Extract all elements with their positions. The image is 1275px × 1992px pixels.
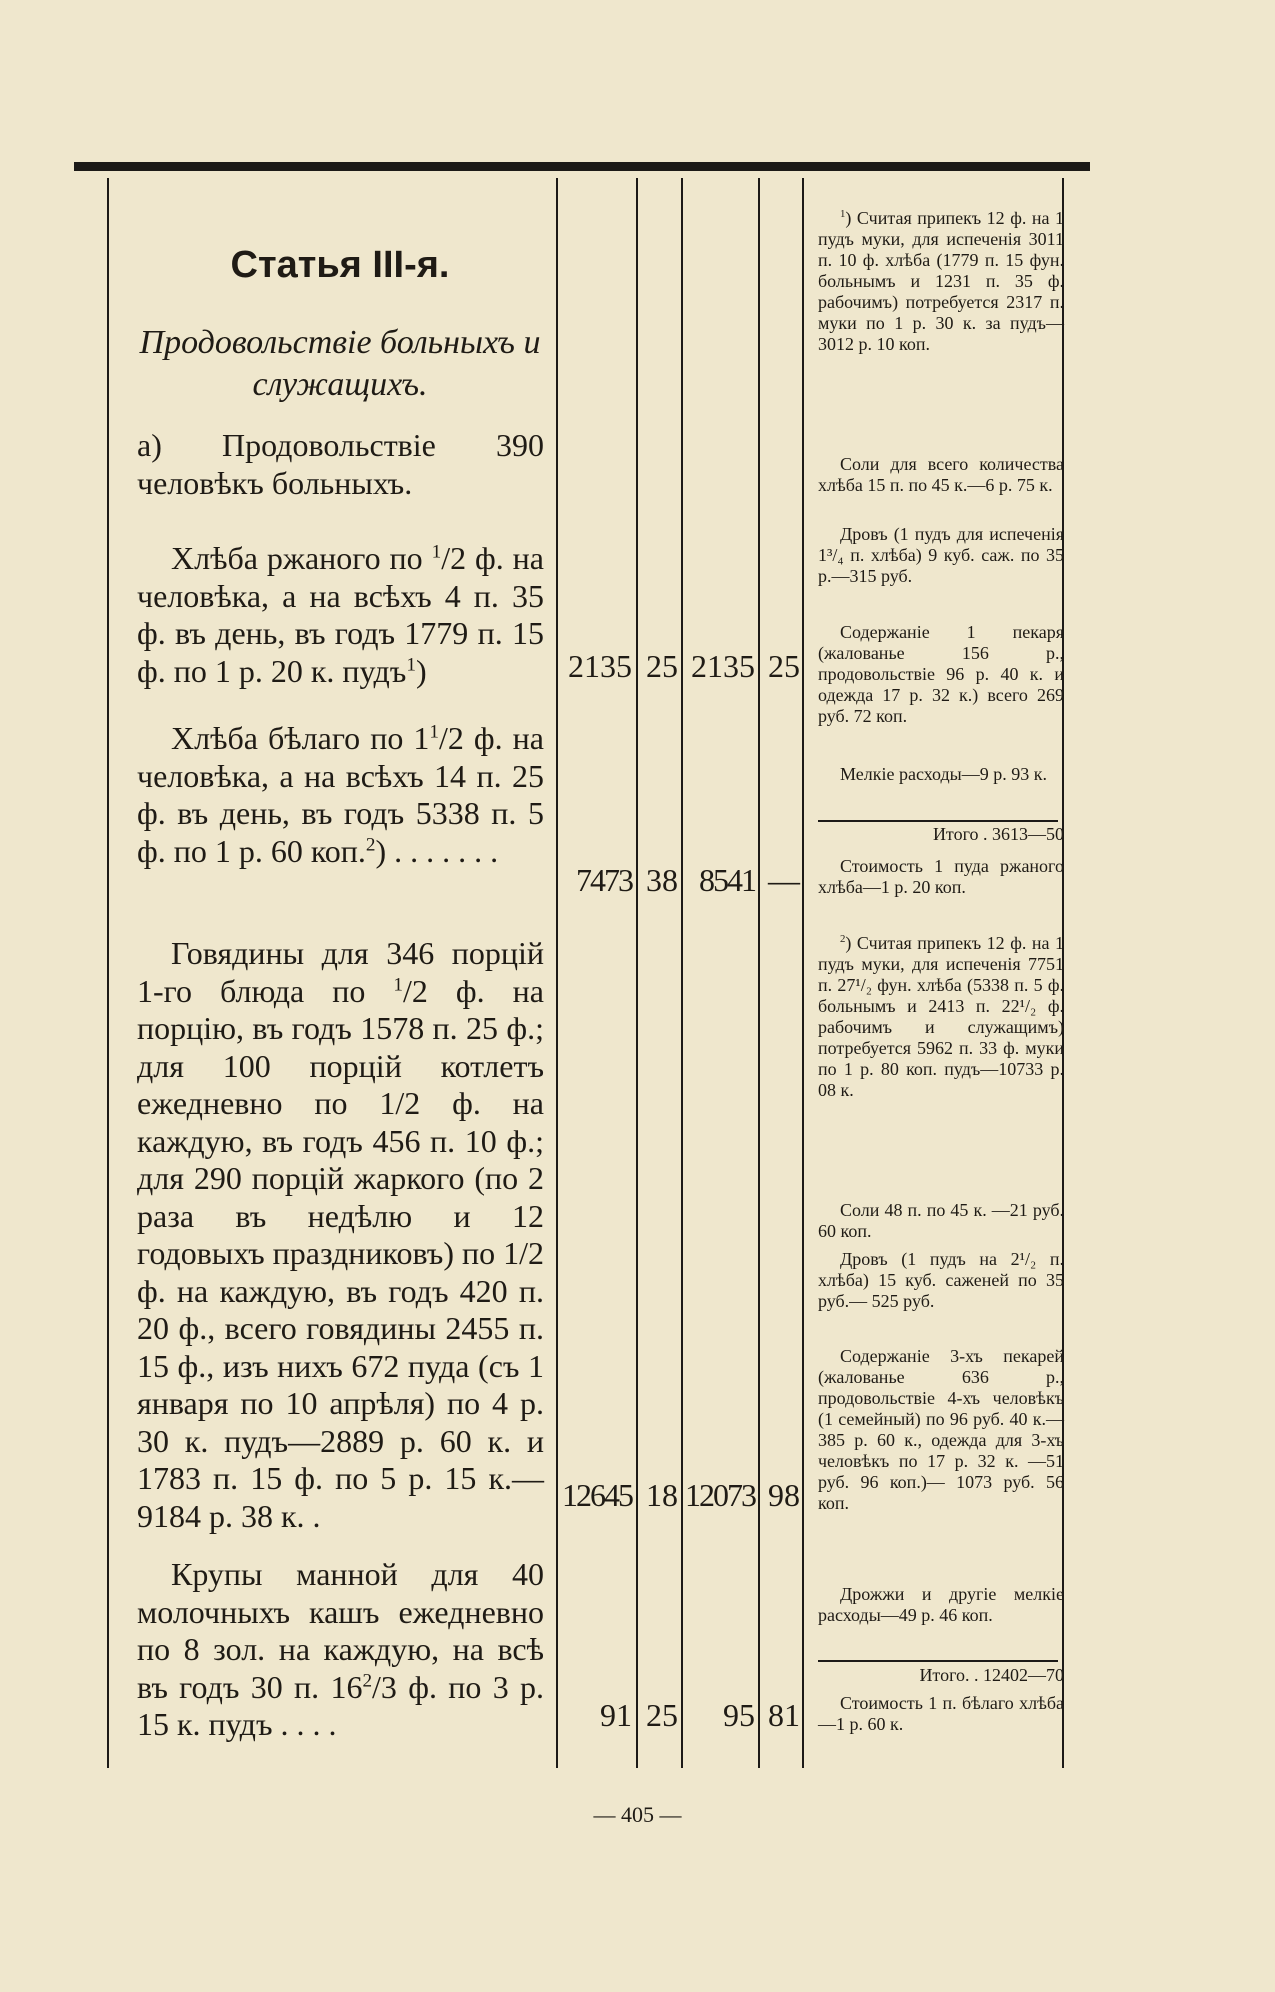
column-rule xyxy=(556,178,558,1768)
rye-kop-actual: 25 xyxy=(768,648,800,684)
footnote-1-salt: Соли для всего количества хлѣба 15 п. по 45 к.—6 р. 75 к. xyxy=(818,454,1064,495)
footnote-1-total-rule xyxy=(818,820,1058,822)
article-heading: Статья III-я. xyxy=(230,244,450,286)
footnote-1-total: Итого . 3613—50 xyxy=(932,824,1064,844)
footnote-2-firewood: Дровъ (1 пудъ на 2¹/₂ п. хлѣба) 15 куб. саженей по 35 руб.— 525 руб. xyxy=(818,1249,1064,1311)
item-semolina: Крупы манной для 40 молочныхъ кашъ ежедневно по 8 зол. на каждую, на всѣ въ годъ 30 п. $16^2/3$ ф. по 3 р. 15 к. пудъ . . . . xyxy=(137,1556,544,1742)
footnote-2-bakers: Содержаніе 3-хъ пекарей (жалованье 636 р., продовольствіе 4-хъ человѣкъ (1 семейный) по 96 руб. 40 к.—385 р. 60 к., одежда для 3-хъ человѣкъ по 17 р. 32 к. —51 руб. 96 коп.)— 1073 руб. 56 коп. xyxy=(818,1346,1064,1513)
column-rule xyxy=(107,178,109,1768)
footnote-2-total-rule xyxy=(818,1660,1058,1662)
item-rye-bread: Хлѣба ржаного по $^1$/2 ф. на человѣка, а на всѣхъ 4 п. 35 ф. въ день, въ годъ 1779 п. 15 ф. по 1 р. 20 к. пудъ$^1$) xyxy=(137,540,545,689)
footnote-1-cost: Стоимость 1 пуда ржаного хлѣба—1 р. 20 коп. xyxy=(818,856,1064,897)
white-kop-estimate: 38 xyxy=(646,862,678,898)
semolina-kop-estimate: 25 xyxy=(646,1697,678,1733)
semolina-rub-estimate: 91 xyxy=(600,1697,632,1733)
footnote-2: $^2$) Считая припекъ 12 ф. на 1 пудъ муки, для испеченія 7751 п. 27¹/₂ фун. хлѣба (5338 п. 5 ф. больнымъ и 2413 п. 22¹/₂ ф. рабочимъ и служащимъ) потребуется 5962 п. 33 ф. муки по 1 р. 80 коп. пудъ—10733 р. 08 к. xyxy=(818,933,1064,1100)
footnote-1-misc: Мелкіе расходы—9 р. 93 к. xyxy=(840,764,1048,784)
beef-kop-actual: 98 xyxy=(768,1477,800,1513)
top-rule xyxy=(74,162,1090,171)
footnote-1-firewood: Дровъ (1 пудъ для испеченія 1³/₄ п. хлѣба) 9 куб. саж. по 35 р.—315 руб. xyxy=(818,524,1064,586)
semolina-rub-actual: 95 xyxy=(723,1697,755,1733)
column-rule xyxy=(758,178,760,1768)
column-rule xyxy=(802,178,804,1768)
article-subheading: Продовольствіе больныхъ и служащихъ. xyxy=(139,324,541,403)
footnote-2-cost: Стоимость 1 п. бѣлаго хлѣба—1 р. 60 к. xyxy=(818,1693,1064,1734)
item-white-bread: Хлѣба бѣлаго по $1^1/2$ ф. на человѣка, а на всѣхъ 14 п. 25 ф. въ день, въ годъ 5338 п. 5 ф. по 1 р. 60 коп.$^2$) . . . . . . . xyxy=(137,720,544,869)
page-number: — 405 — xyxy=(593,1802,682,1827)
footnote-2-misc: Дрожжи и другіе мелкіе расходы—49 р. 46 коп. xyxy=(818,1584,1064,1625)
semolina-kop-actual: 81 xyxy=(768,1697,800,1733)
footnote-1: $^1$) Считая припекъ 12 ф. на 1 пудъ муки, для испеченія 3011 п. 10 ф. хлѣба (1779 п. 15 фун. больнымъ и 1231 п. 35 ф. рабочимъ) потребуется 2317 п. муки по 1 р. 30 к. за пудъ—3012 р. 10 коп. xyxy=(818,208,1064,354)
rye-rub-actual: 2135 xyxy=(691,648,755,684)
beef-rub-estimate: 12645 xyxy=(562,1477,632,1513)
beef-rub-actual: 12073 xyxy=(685,1477,755,1513)
footnote-2-salt: Соли 48 п. по 45 к. —21 руб. 60 коп. xyxy=(818,1200,1064,1241)
item-beef: Говядины для 346 порцій 1-го блюда по $^1$/2 ф. на порцію, въ годъ 1578 п. 25 ф.; для 100 порцій котлетъ ежедневно по 1/2 ф. на каждую, въ годъ 456 п. 10 ф.; для 290 порцій жаркого (по 2 раза въ недѣлю и 12 годовыхъ праздниковъ) по 1/2 ф. на каждую, въ годъ 420 п. 20 ф., всего говядины 2455 п. 15 ф., изъ нихъ 672 пуда (съ 1 января по 10 апрѣля) по 4 р. 30 к. пудъ—2889 р. 60 к. и 1783 п. 15 ф. по 5 р. 15 к.—9184 р. 38 к. . xyxy=(137,935,545,1534)
rye-rub-estimate: 2135 xyxy=(568,648,632,684)
footnote-2-total: Итого. . 12402—70 xyxy=(919,1665,1064,1685)
rye-kop-estimate: 25 xyxy=(646,648,678,684)
beef-kop-estimate: 18 xyxy=(646,1477,678,1513)
section-a-title: а) Продовольствіе 390 человѣкъ больныхъ. xyxy=(137,427,544,501)
white-rub-actual: 8541 xyxy=(699,862,755,898)
white-kop-actual: — xyxy=(768,862,800,898)
footnote-1-baker: Содержаніе 1 пекаря (жалованье 156 р., продовольствіе 96 р. 40 к. и одежда 17 р. 32 к.) всего 269 руб. 72 коп. xyxy=(818,622,1064,726)
white-rub-estimate: 7473 xyxy=(576,862,632,898)
column-rule xyxy=(681,178,683,1768)
column-rule xyxy=(636,178,638,1768)
